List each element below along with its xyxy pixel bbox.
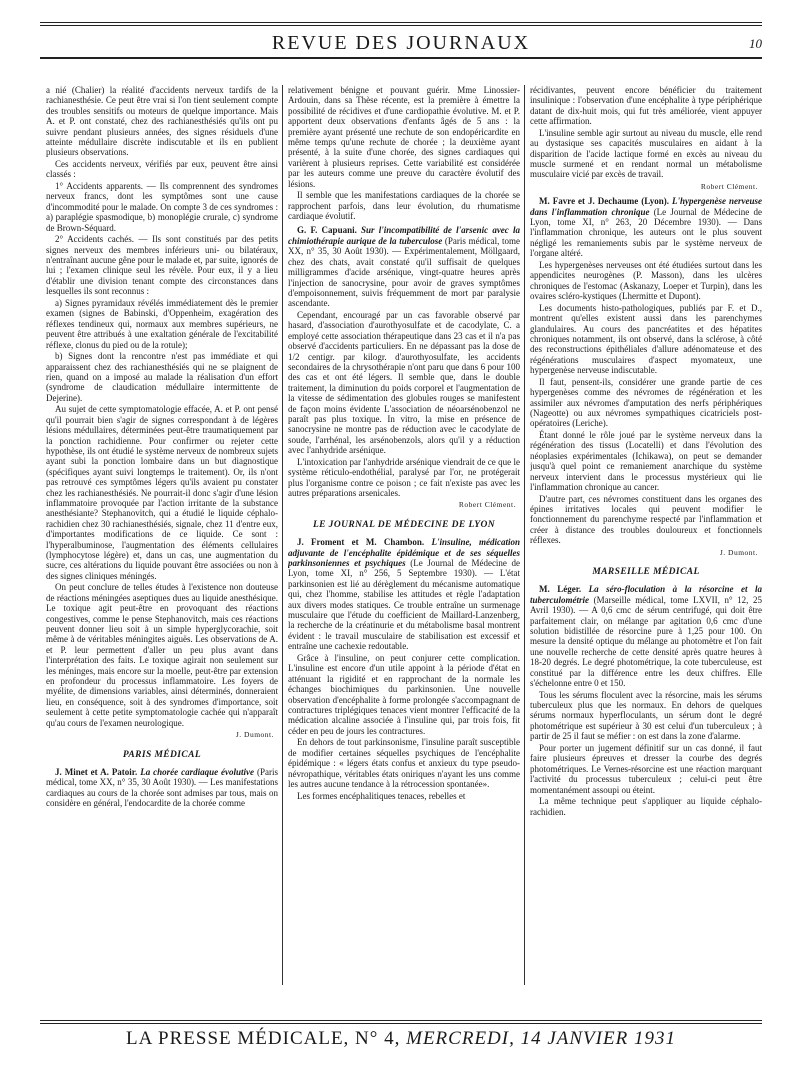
paragraph: D'autre part, ces névromes constituent dans les organes des épines irritatives locales qui peuvent modifier le fonctionnement du parenchyme respecté par l'inflammation et créer à distance des troubles douloureux et fonctionnels réflexes. (530, 493, 762, 546)
article-body: (Paris médical, tome XX, n° 35, 30 Août 1930). — Expérimentalement, Möllgaard, chez des chats, avait constaté qu'il suffisait de quelques milligrammes d'acide arsénique, vingt-quatre heures après l'injection de sanocrysine, pour avoir de graves symptômes d'empoisonnement, suivis fréquemment de mort par paralysie ascendante. (288, 235, 520, 309)
article-title: Sur l'incompatibilité de l'arsenic avec la chimiothérapie aurique de la tuberculose (288, 225, 520, 246)
article-authors: J. Minet et A. Patoir. (55, 766, 138, 777)
article (288, 225, 520, 308)
page-number: 10 (749, 36, 762, 51)
header-rule-top (40, 22, 762, 23)
article (288, 537, 520, 651)
paragraph: La même technique peut s'appliquer au liquide céphalo-rachidien. (530, 796, 762, 817)
article-authors: M. Favre et J. Dechaume (Lyon). (539, 196, 670, 207)
paragraph: Il semble que les manifestations cardiaques de la chorée se rapprochent parfois, dans leur évolution, du rhumatisme cardiaque évolutif. (288, 190, 520, 222)
paragraph: Ces accidents nerveux, vérifiés par eux, peuvent être ainsi classés : (46, 159, 278, 180)
paragraph: Tous les sérums floculent avec la résorcine, mais les sérums tuberculeux plus que les normaux. En dehors de quelques sérums normaux hyperfloculants, un sérum dont le degré photométrique est supérieur à 30 est celui d'un tuberculeux ; à partir de 25 il faut se méfier : on est dans la zone d'alarme. (530, 689, 762, 742)
paragraph: Cependant, encouragé par un cas favorable observé par hasard, d'association d'aurothyosulfate et de cacodylate, C. a employé cette association thérapeutique dans 23 cas et il n'a pas observé d'accidents particuliers. En ne dépassant pas la dose de 1/2 centigr. par kilogr. d'aurothyosulfate, les accidents secondaires de la chrysothérapie n'ont paru que dans 6 pour 100 des cas et ont été légers. Il semble que, dans le double traitement, la diminution du poids corporel et l'augmentation de la vitesse de sédimentation des globules rouges se manifestent de façon moins évidente L'association de néoarsénobenzol ne paraît pas plus toxique. In vitro, la mise en présence de sanocrysine ne montre pas de réduction avec le cacodylate de soude, l'arrhénal, les arsénobenzols, alors qu'il y a réduction avec l'anhydride arsénique. (288, 309, 520, 456)
section-heading: LE JOURNAL DE MÉDECINE DE LYON (312, 519, 496, 530)
footer-date: MERCREDI, 14 JANVIER 1931 (406, 1028, 676, 1049)
paragraph: 1° Accidents apparents. — Ils comprennent des syndromes nerveux francs, dont les symptômes sont une cause d'incommodité pour le malade. On compte 3 de ces syndromes : a) paraplégie spasmodique, b) monoplégie crurale, c) syndrome de Brown-Séquard. (46, 181, 278, 233)
paragraph: L'intoxication par l'anhydride arsénique viendrait de ce que le système réticulo-endothélial, paralysé par l'or, ne protégerait plus l'organisme contre ce poison ; ce fait n'existe pas avec les autres préparations arsenicales. (288, 456, 520, 498)
paragraph: Les documents histo-pathologiques, publiés par F. et D., montrent qu'elles existent aussi dans les parenchymes glandulaires. Au cours des pancréatites et des hépatites chroniques notamment, ils ont observé, dans la sclérose, à côté des reconstructions épithéliales d'allure adénomateuse et des régénérations musculaires d'aspect myomateux, une hypergenèse nerveuse indiscutable. (530, 302, 762, 376)
paragraph: relativement bénigne et pouvant guérir. Mme Linossier-Ardouin, dans sa Thèse récente, est la première à émettre la possibilité de récidives et d'une cardiopathie évolutive. M. et P. apportent deux observations d'enfants âgés de 5 ans : la première ayant présenté une rechute de son endopéricardite en même temps qu'une rechute de chorée ; la deuxième ayant présenté, à la suite d'une chorée, des signes cardiaques qui varièrent à plusieurs reprises. Cette variabilité est considérée par les auteurs comme une preuve du caractère évolutif des lésions. (288, 85, 520, 189)
column-3 (530, 85, 762, 1035)
article-title: La chorée cardiaque évolutive (140, 766, 255, 777)
page-header (40, 14, 762, 58)
footer-rule-inner (40, 1023, 762, 1024)
footer-journal: LA PRESSE MÉDICALE, N° 4, (126, 1028, 401, 1049)
article-title: L'hypergenèse nerveuse dans l'inflammation chronique (530, 196, 762, 217)
paragraph: a nié (Chalier) la réalité d'accidents nerveux tardifs de la rachianesthésie. Ce peut être vrai si l'on tient seulement compte des troubles sensitifs ou moteurs de quelque importance. Mais A. et P. ont constaté, chez des rachianesthésiés qu'ils ont pu suivre pendant plusieurs années, des signes résiduels d'une atteinte médullaire discrète indiscutable et ils en publient plusieurs observations. (46, 85, 278, 158)
paragraph: Il faut, pensent-ils, considérer une grande partie de ces hypergenèses comme des névromes de régénération et les assimiler aux névromes d'amputation des nerfs périphériques (Nageotte) ou aux névromes sympathiques cicatriciels post-opératoires (Leriche). (530, 376, 762, 429)
article-authors: J. Froment et M. Chambon. (297, 537, 425, 548)
author-signature: Robert Clément. (700, 181, 758, 191)
header-rule-top-inner (40, 25, 762, 26)
author-signature: J. Dumont. (719, 547, 758, 557)
footer-masthead (40, 1028, 762, 1050)
paragraph: Au sujet de cette symptomatologie effacée, A. et P. ont pensé qu'il pourrait bien s'agir de signes correspondant à de légères lésions médullaires, déterminées peut-être traumatiquement par la ponction rachidienne. Pour confirmer ou rejeter cette hypothèse, ils ont étudié le système nerveux de nombreux sujets ayant subi la ponction lombaire dans un but diagnostique (spécifiques ayant suivi longtemps le traitement). Or, ils n'ont pas retrouvé ces symptômes légers qu'ils avaient pu constater chez les rachianesthésiés. Ne pourrait-il donc s'agir d'une lésion inflammatoire provoquée par l'action irritante de la substance anesthésiante? Stephanovitch, qui a étudié le liquide céphalo-rachidien chez 30 rachianesthésiés, signale, chez 11 d'entre eux, d'importantes modifications de ce liquide. Ce sont : l'hyperalbuminose, l'augmentation des éléments cellulaires (lymphocytose légère) et, dans un cas, une augmentation du sucre, ces altérations du liquide pouvant être associées ou non à des signes cliniques méningés. (46, 404, 278, 581)
article-title: La séro-floculation à la résorcine et la tuberculométrie (530, 584, 762, 605)
paragraph: On peut conclure de telles études à l'existence non douteuse de réactions méningées aseptiques dues au liquide anesthésique. Le toxique agit peut-être en provoquant des réactions congestives, comme le pense Stephanovitch, mais ces réactions peuvent donner lieu soit à un simple hyperglycorachie, soit même à de véritables méningites aiguës. Les observations de A. et P. leur permettent d'aller un peu plus avant dans l'interprétation des faits. Le toxique agirait non seulement sur les méninges, mais encore sur la moelle, peut-être par extension en profondeur du processus inflammatoire. Les foyers de myélite, de dimensions variables, ainsi déterminés, donneraient lieu, en conséquence, soit à des syndromes d'importance, soit seulement à cette petite symptomatologie cachée qui n'apparaît qu'au cours de l'examen neurologique. (46, 582, 278, 728)
author-signature: J. Dumont. (235, 730, 274, 740)
article-authors: M. Léger. (539, 584, 582, 595)
paragraph: Grâce à l'insuline, on peut conjurer cette complication. L'insuline est encore d'un utile appoint à la période d'état en atténuant la rigidité et en rapprochant de la normale les échanges biochimiques du parkinsonien. Une nouvelle observation d'encéphalite à forme prolongée s'accompagnant de contractures triplégiques tenaces vient montrer l'efficacité de la médication alcaline associée à l'insuline qui, par trois fois, fit céder en peu de jours les contractures. (288, 652, 520, 736)
paragraph: Les formes encéphalitiques tenaces, rebelles et (297, 790, 466, 801)
paragraph: a) Signes pyramidaux révélés immédiatement dès le premier examen (signes de Babinski, d'Oppenheim, exagération des réflexes tendineux qui, normaux aux membres supérieurs, ne peuvent être attribués à une exaltation générale de l'excitabilité réflexe, clonus du pied ou de la rotule); (46, 297, 278, 350)
article-body: (Marseille médical, tome LXVII, n° 12, 25 Avril 1930). — A 0,6 cmc de sérum centrifugé, qui doit être parfaitement clair, on mélange par agitation 0,6 cmc d'une solution bidistillée de résorcine pure à 1,25 pour 100. On mesure la densité optique du mélange au photomètre et l'on fait une nouvelle recherche de cette densité après quatre heures à 18-20 degrés. Le degré photométrique, la cote tuberculeuse, est constitué par la différence entre les deux chiffres. Elle s'échelonne entre 0 et 150. (530, 594, 762, 689)
column-2 (288, 85, 520, 1035)
paragraph: récidivantes, peuvent encore bénéficier du traitement insulinique : l'observation d'une encéphalite à type périphérique datant de dix-huit mois, qui fut très améliorée, vient appuyer cette affirmation. (530, 85, 762, 127)
paragraph: En dehors de tout parkinsonisme, l'insuline paraît susceptible de modifier certaines séquelles psychiques de l'encéphalite épidémique : « légers états confus et anxieux du type pseudo-névropathique, véritables états oniriques n'ayant les uns comme les autres aucune tendance à la rétrocession spontanée». (288, 737, 520, 789)
header-rule-bottom (40, 57, 762, 59)
article-title: L'insuline, médication adjuvante de l'encéphalite épidémique et de ses séquelles parkinsoniennes et psychiques (288, 537, 520, 569)
paragraph: b) Signes dont la rencontre n'est pas immédiate et qui apparaissent chez des rachianesthésiés qui ne se plaignent de rien, quand on a imposé au malade la réalisation d'un effort (syndrome de claudication médullaire intermittente de Dejerine). (46, 351, 278, 403)
page-footer (40, 1020, 762, 1050)
column-1 (46, 85, 278, 1035)
article (46, 767, 278, 809)
section-heading: MARSEILLE MÉDICAL (592, 567, 700, 577)
paragraph: Pour porter un jugement définitif sur un cas donné, il faut faire plusieurs épreuves et dresser la courbe des degrés photométriques. Le Vernes-résorcine est une réaction marquant l'activité du processus tuberculeux ; celui-ci peut être momentanément assoupi ou éteint. (530, 742, 762, 795)
section-heading: PARIS MÉDICAL (122, 749, 202, 760)
article-body: (Paris médical, tome XX, n° 35, 30 Août 1930). — Les manifestations cardiaques au cours de la chorée sont admises par tous, mais on considère en général, l'endocardite de la chorée comme (46, 766, 278, 809)
article (530, 584, 762, 688)
article-authors: G. F. Capuani. (297, 225, 357, 236)
article-columns (46, 85, 762, 1035)
paragraph: Étant donné le rôle joué par le système nerveux dans la régénération des tissus (Locatelli) et dans l'évolution des néoplasies expérimentales (Ichikawa), on peut se demander jusqu'à quel point ce remaniement anarchique du système nerveux intervient dans le processus mystérieux qui lie l'inflammation chronique au cancer. (530, 429, 762, 492)
article-body: (Le Journal de Médecine de Lyon, tome XI, n° 256, 5 Septembre 1930). — L'état parkinsonien est lié au dérèglement du mécanisme automatique qui, chez l'homme, stabilise les attitudes et règle l'adaptation aux divers modes statiques. Ce trouble entraîne un surmenage musculaire que l'étude du coefficient de Maillard-Lanzenberg, la recherche de la créatinurie et du métabolisme basal montrent évident : le travail musculaire de stabilisation est excessif et entraîne une cachexie redoutable. (288, 558, 520, 652)
paragraph: 2° Accidents cachés. — Ils sont constitués par des petits signes nerveux des membres inférieurs uni- ou bilatéraux, n'entraînant aucune gêne pour le malade et, par suite, ignorés de lui ; l'examen clinique seul les révèle. Pour eux, il y a lieu d'établir une division tenant compte des circonstances dans lesquelles ils sont reconnus : (46, 234, 278, 297)
footer-rule (40, 1020, 762, 1021)
paragraph: L'insuline semble agir surtout au niveau du muscle, elle rend au dystasique ses capacités musculaires en aidant à la disparition de l'acide lactique formé en excès au niveau du muscle surmené et en rendant normal un métabolisme musculaire vicié par excès de travail. (530, 127, 762, 180)
paragraph: Les hypergenèses nerveuses ont été étudiées surtout dans les appendicites neurogènes (P. Masson), dans les ulcères chroniques de l'estomac (Askanazy, Loeper et Turpin), dans les ovaires scléro-kystiques (Lhermitte et Dupont). (530, 259, 762, 302)
article-body: (Le Journal de Médecine de Lyon, tome XI, n° 263, 20 Décembre 1930). — Dans l'inflammation chronique, les auteurs ont le plus souvent négligé les remaniements subis par le système nerveux de l'organe altéré. (530, 206, 762, 259)
running-title: REVUE DES JOURNAUX (271, 32, 531, 54)
author-signature: Robert Clément. (458, 500, 516, 510)
article (530, 196, 762, 258)
